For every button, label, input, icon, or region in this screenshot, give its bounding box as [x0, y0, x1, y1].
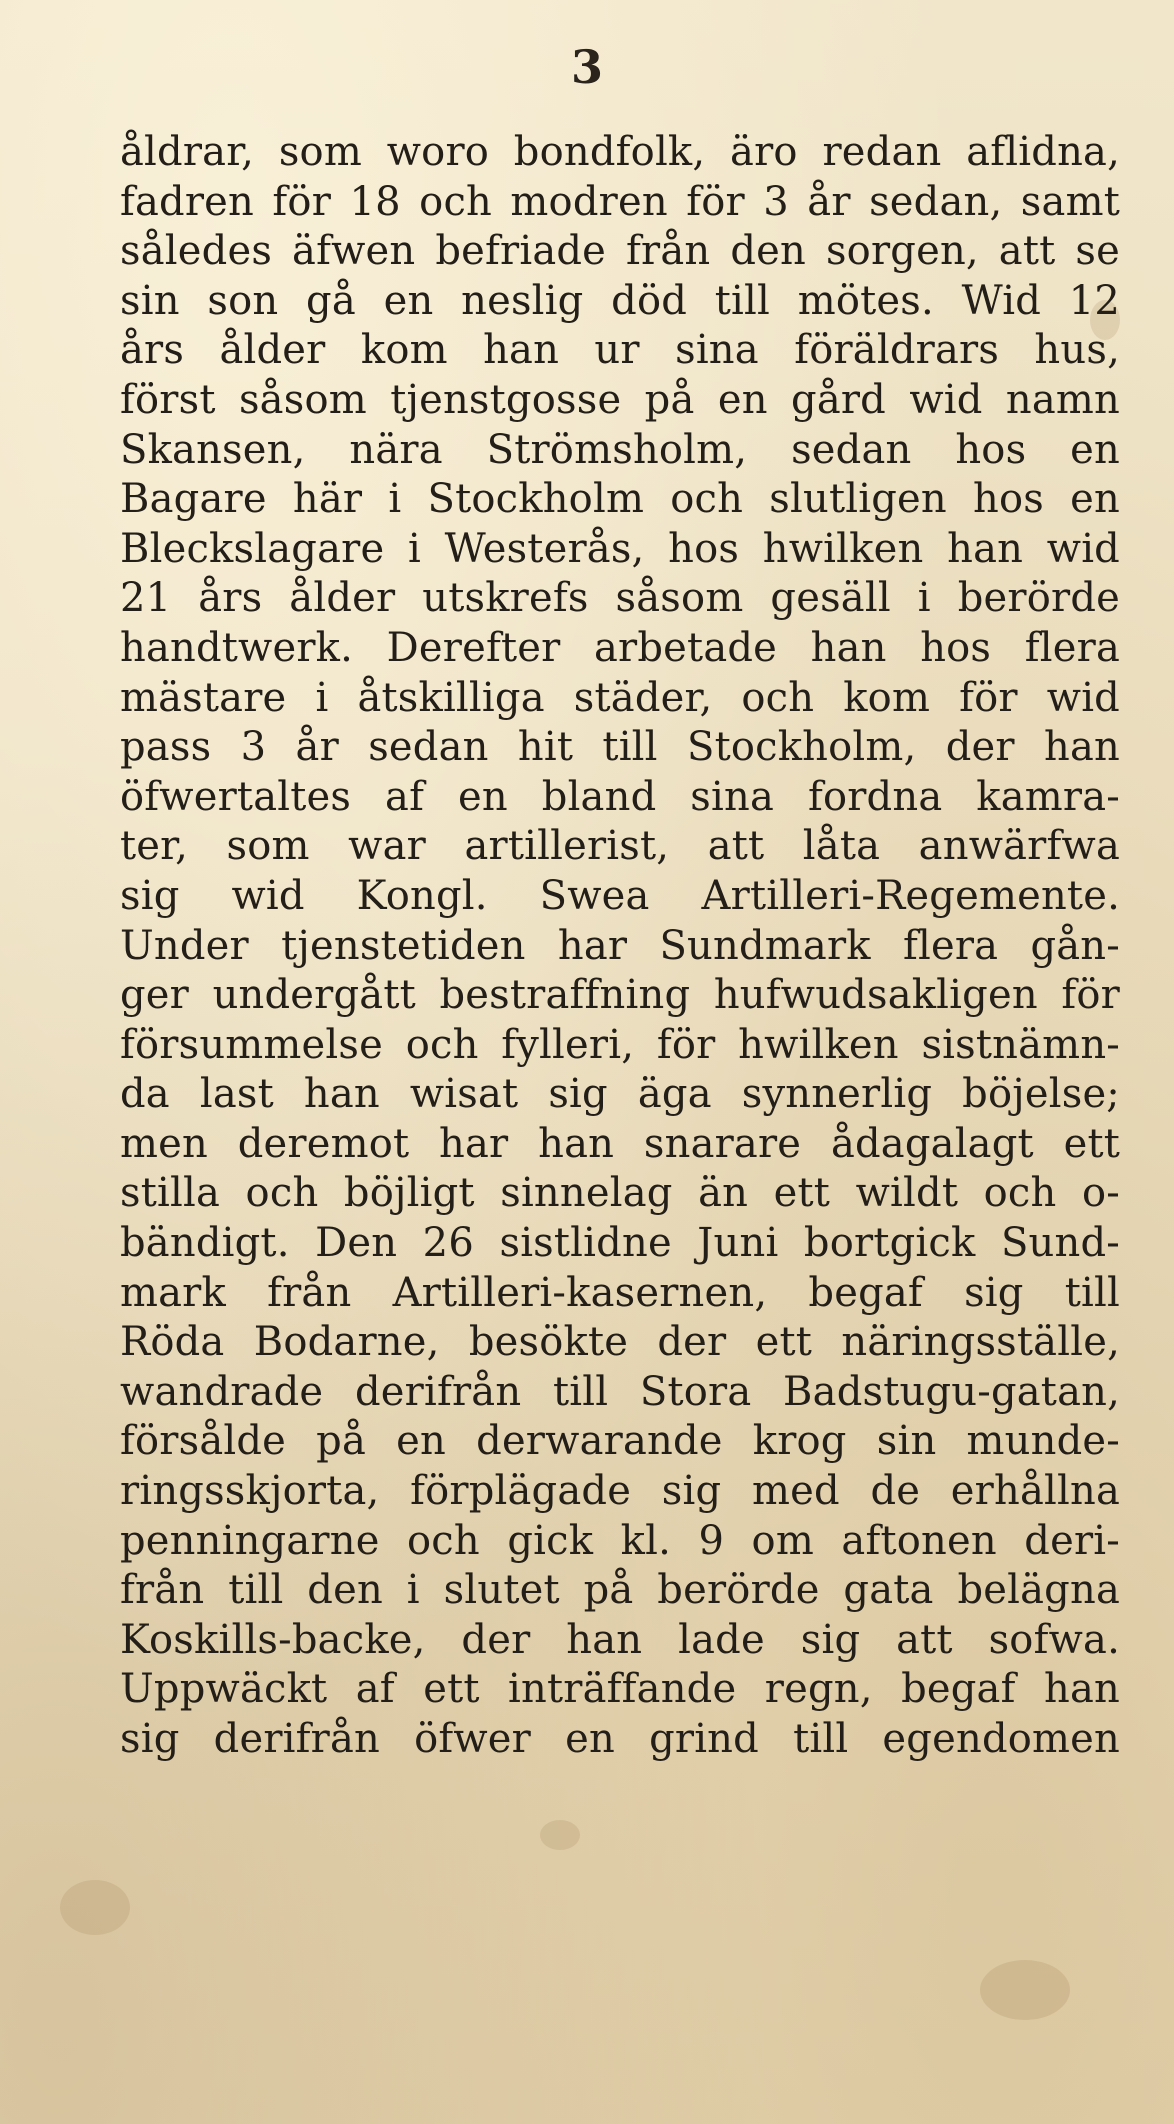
text-line: da last han wisat sig äga synnerlig böjelse; — [120, 1071, 1120, 1118]
text-line: mästare i åtskilliga städer, och kom för wid — [120, 674, 1120, 721]
text-line: åldrar, som woro bondfolk, äro redan aflidna, — [120, 129, 1120, 175]
body-text — [120, 128, 1120, 1765]
text-line: Under tjenstetiden har Sundmark flera gån- — [120, 922, 1120, 969]
text-line: öfwertaltes af en bland sina fordna kamra- — [120, 773, 1120, 820]
text-line: Skansen, nära Strömsholm, sedan hos en — [120, 426, 1120, 473]
text-line: mark från Artilleri-kasernen, begaf sig till — [120, 1269, 1120, 1316]
text-line: penningarne och gick kl. 9 om aftonen deri- — [120, 1517, 1120, 1564]
text-line: från till den i slutet på berörde gata belägna — [120, 1567, 1120, 1614]
paper-stain — [980, 1960, 1070, 2020]
text-line: ter, som war artillerist, att låta anwärfwa — [120, 823, 1120, 870]
text-line: Röda Bodarne, besökte der ett näringsställe, — [120, 1319, 1120, 1366]
text-line: ringsskjorta, förplägade sig med de erhållna — [120, 1468, 1120, 1515]
text-line: års ålder kom han ur sina föräldrars hus, — [120, 327, 1120, 374]
text-line: stilla och böjligt sinnelag än ett wildt och o- — [120, 1170, 1120, 1217]
text-line: 21 års ålder utskrefs såsom gesäll i berörde — [120, 575, 1120, 622]
text-line: Bleckslagare i Westerås, hos hwilken han wid — [120, 525, 1120, 572]
text-line: wandrade derifrån till Stora Badstugu-gatan, — [120, 1368, 1120, 1415]
paper-stain — [60, 1880, 130, 1935]
text-line: sig wid Kongl. Swea Artilleri-Regemente. — [120, 872, 1120, 919]
text-line: men deremot har han snarare ådagalagt ett — [120, 1120, 1120, 1167]
text-line: först såsom tjenstgosse på en gård wid namn — [120, 376, 1120, 423]
text-line: handtwerk. Derefter arbetade han hos flera — [120, 624, 1120, 671]
text-line: bändigt. Den 26 sistlidne Juni bortgick Sund- — [120, 1220, 1120, 1267]
text-line: fadren för 18 och modren för 3 år sedan, samt — [120, 178, 1120, 225]
text-line: försålde på en derwarande krog sin munde- — [120, 1418, 1120, 1465]
text-line: således äfwen befriade från den sorgen, att se — [120, 228, 1120, 275]
text-line: Bagare här i Stockholm och slutligen hos en — [120, 476, 1120, 523]
text-line: Uppwäckt af ett inträffande regn, begaf han — [120, 1666, 1120, 1713]
page-number: 3 — [570, 40, 603, 94]
text-line: pass 3 år sedan hit till Stockholm, der han — [120, 724, 1120, 771]
text-line: sin son gå en neslig död till mötes. Wid 12 — [120, 277, 1120, 324]
text-line: Koskills-backe, der han lade sig att sofwa. — [120, 1616, 1120, 1663]
text-line: ger undergått bestraffning hufwudsakligen för — [120, 972, 1120, 1019]
text-line: försummelse och fylleri, för hwilken sistnämn- — [120, 1021, 1120, 1068]
paper-stain — [540, 1820, 580, 1850]
text-line: sig derifrån öfwer en grind till egendomen — [120, 1716, 1120, 1762]
